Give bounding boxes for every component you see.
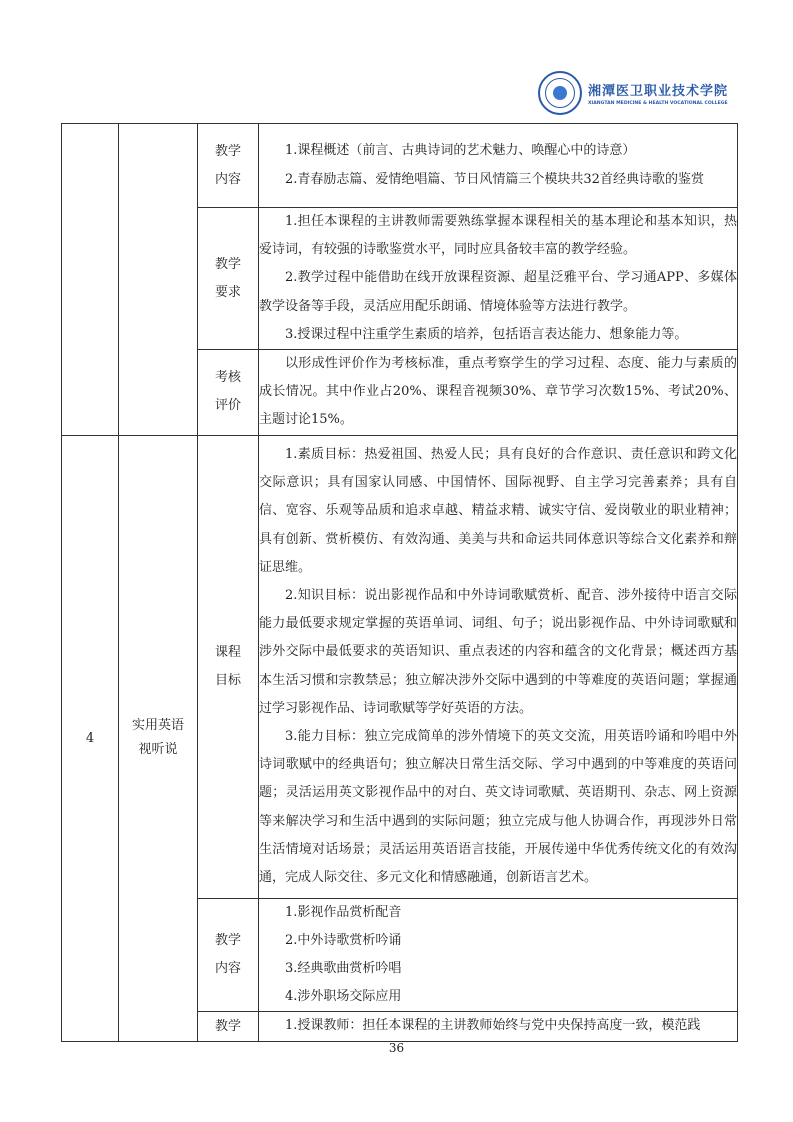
paragraph: 2.青春励志篇、爱情绝唱篇、节日风情篇三个模块共32首经典诗歌的鉴赏 [285, 171, 704, 187]
list-item: 2.中外诗歌赏析吟诵 [285, 932, 402, 948]
paragraph: 以形成性评价作为考核标准，重点考察学生的学习过程、态度、能力与素质的成长情况。其中作业占20%、课程音视频30%、章节学习次数15%、考试20%、主题讨论15%。 [259, 356, 737, 428]
table-row [62, 124, 738, 208]
row-body [259, 350, 738, 436]
paragraph: 2.知识目标：说出影视作品和中外诗词歌赋赏析、配音、涉外接待中语言交际能力最低要求规定掌握的英语单词、词组、句子；说出影视作品、中外诗词歌赋和涉外交际中最低要求的英语知识、重点表述的内容和蕴含的文化背景；概述西方基本生活习惯和宗教禁忌；独立解决涉外交际中遇到的中等难度的英语问题；掌握通过学习影视作品、诗词歌赋等学好英语的方法。 [259, 588, 737, 716]
course-name: 实用英语 视听说 [119, 435, 198, 1041]
paragraph: 3.授课过程中注重学生素质的培养，包括语言表达能力、想象能力等。 [285, 326, 688, 342]
list-item: 3.经典歌曲赏析吟唱 [285, 961, 402, 977]
row-body [259, 1012, 738, 1041]
list-item: 1.影视作品赏析配音 [285, 904, 402, 920]
school-name-en: XIANGTAN MEDICINE & HEALTH VOCATIONAL COLLEGE [588, 101, 728, 106]
school-seal-icon [538, 71, 582, 115]
row-label: 教学 [198, 1012, 259, 1041]
row-body [259, 208, 738, 350]
row-label: 课程 目标 [198, 435, 259, 898]
row-label: 教学 内容 [198, 124, 259, 208]
paragraph: 1.课程概述（前言、古典诗词的艺术魅力、唤醒心中的诗意） [285, 143, 636, 159]
row-label: 考核 评价 [198, 350, 259, 436]
list-item: 4.涉外职场交际应用 [285, 989, 402, 1005]
page-number: 36 [388, 1041, 405, 1055]
paragraph: 1.素质目标：热爱祖国、热爱人民；具有良好的合作意识、责任意识和跨文化交际意识；具有国家认同感、中国情怀、国际视野、自主学习完善素养；具有自信、宽容、乐观等品质和追求卓越、精益求精、诚实守信、爱岗敬业的职业精神；具有创新、赏析模仿、有效沟通、美美与共和命运共同体意识等综合文化素养和辩证思维。 [259, 447, 737, 575]
paragraph: 2.教学过程中能借助在线开放课程资源、超星泛雅平台、学习通APP、多媒体教学设备等手段，灵活应用配乐朗诵、情境体验等方法进行教学。 [259, 270, 737, 314]
row-label: 教学 要求 [198, 208, 259, 350]
course-name-cell [119, 124, 198, 436]
course-number: 4 [62, 435, 119, 1041]
row-body [259, 435, 738, 898]
paragraph: 1.担任本课程的主讲教师需要熟练掌握本课程相关的基本理论和基本知识，热爱诗词，有较强的诗歌鉴赏水平，同时应具备较丰富的教学经验。 [259, 214, 737, 258]
row-label: 教学 内容 [198, 898, 259, 1012]
table-row [62, 435, 738, 898]
row-body [259, 124, 738, 208]
curriculum-table [61, 123, 738, 1042]
school-logo [538, 70, 738, 116]
school-name-cn: 湘潭医卫职业技术学院 [588, 84, 729, 99]
paragraph: 3.能力目标：独立完成简单的涉外情境下的英文交流，用英语吟诵和吟唱中外诗词歌赋中的经典语句；独立解决日常生活交际、学习中遇到的中等难度的英语问题；灵活运用英文影视作品中的对白、英文诗词歌赋、英语期刊、杂志、网上资源等来解决学习和生活中遇到的实际问题；独立完成与他人协调合作，再现涉外日常生活情境对话场景；灵活运用英语语言技能，开展传递中华优秀传统文化的有效沟通，完成人际交往、多元文化和情感融通，创新语言艺术。 [259, 729, 737, 886]
row-body [259, 898, 738, 1012]
paragraph: 1.授课教师：担任本课程的主讲教师始终与党中央保持高度一致，模范践 [285, 1018, 701, 1034]
course-number-cell [62, 124, 119, 436]
